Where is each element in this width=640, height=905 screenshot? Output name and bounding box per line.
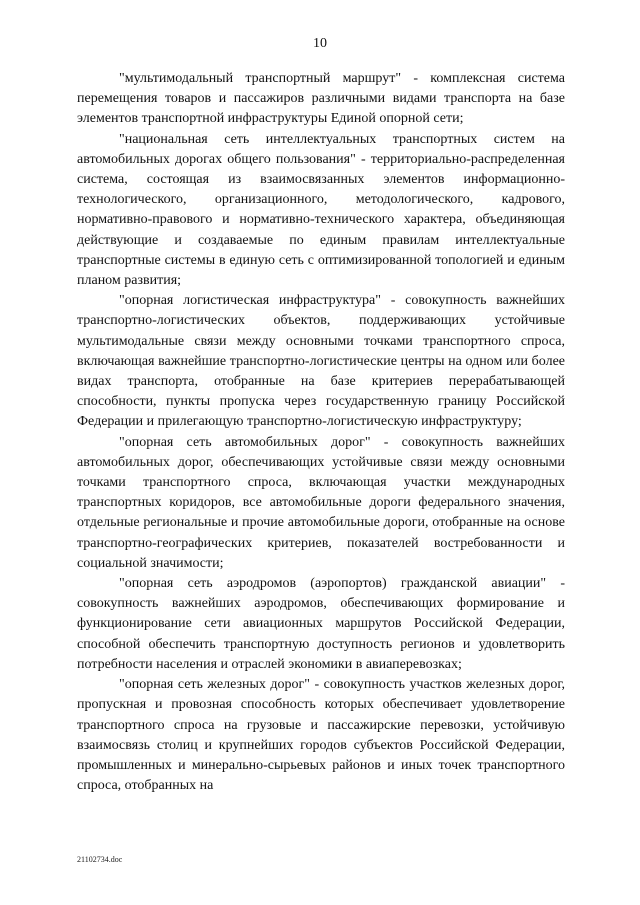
paragraph-airport-network: "опорная сеть аэродромов (аэропортов) гражданской авиации" - совокупность важнейших аэродромов, обеспечивающих формирование и функционирование сети авиационных маршрутов Российской Федерации, способной обеспечить транспортную доступность регионов и удовлетворить потребности населения и отраслей экономики в авиаперевозках;: [77, 576, 565, 672]
paragraph-logistics-infrastructure: "опорная логистическая инфраструктура" - совокупность важнейших транспортно-логистических объектов, поддерживающих устойчивые мультимодальные связи между основными точками транспортного спроса, включающая важнейшие транспортно-логистические центры на одном или более видах транспорта, отобранные на базе критериев перерабатывающей способности, пункты пропуска через государственную границу Российской Федерации и прилегающую транспортно-логистическую инфраструктуру;: [77, 293, 565, 430]
paragraph-national-its-network: "национальная сеть интеллектуальных транспортных систем на автомобильных дорогах общего пользования" - территориально-распределенная система, состоящая из взаимосвязанных элементов информационно-технологического, организационного, методологического, кадрового, нормативно-правового и нормативно-технического характера, объединяющая действующие и создаваемые по единым правилам интеллектуальные транспортные системы в единую сеть с оптимизированной топологией и единым планом развития;: [77, 131, 565, 289]
paragraph-road-network: "опорная сеть автомобильных дорог" - совокупность важнейших автомобильных дорог, обеспечивающих устойчивые связи между основными точками транспортного спроса, включающая участки международных транспортных коридоров, все автомобильные дороги федерального значения, отдельные региональные и прочие автомобильные дороги, отобранные на основе транспортно-географических критериев, показателей востребованности и социальной значимости;: [77, 434, 565, 571]
page-number: 10: [313, 36, 327, 51]
paragraph-railway-network: "опорная сеть железных дорог" - совокупность участков железных дорог, пропускная и провозная способность которых обеспечивает удовлетворение транспортного спроса на грузовые и пассажирские перевозки, устойчивую взаимосвязь столиц и крупнейших городов субъектов Российской Федерации, промышленных и минерально-сырьевых районов и иных точек транспортного спроса, отобранных на: [77, 677, 565, 794]
document-footer-filename: 21102734.doc: [77, 855, 123, 864]
paragraph-multimodal-route: "мультимодальный транспортный маршрут" - комплексная система перемещения товаров и пассажиров различными видами транспорта на базе элементов транспортной инфраструктуры Единой опорной сети;: [77, 71, 565, 127]
document-body: [77, 69, 565, 796]
